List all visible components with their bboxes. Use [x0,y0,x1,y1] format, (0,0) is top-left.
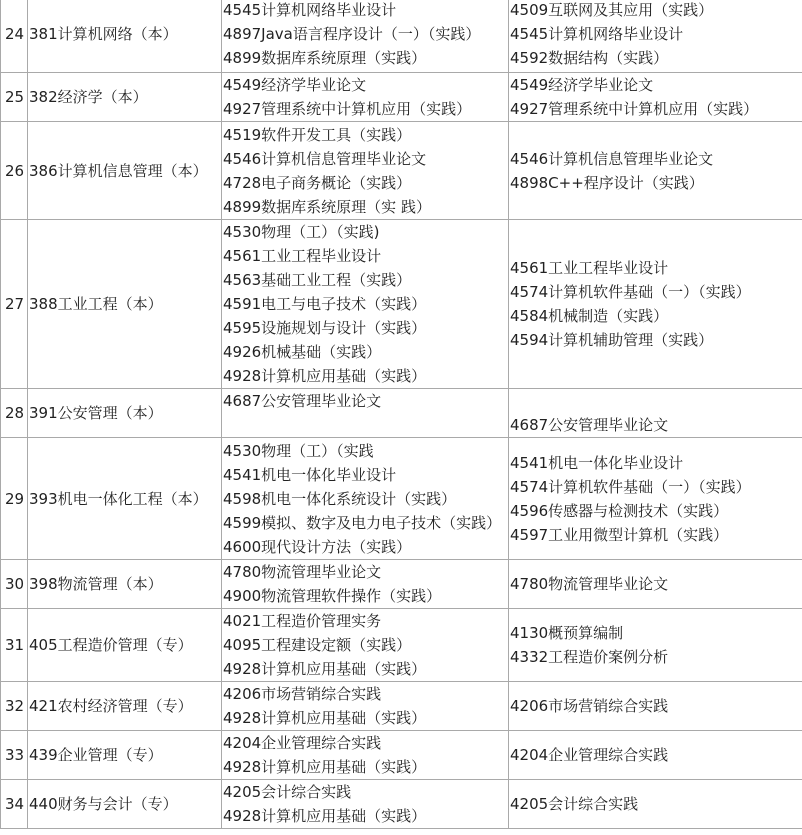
course-item: 4899数据库系统原理（实 践） [223,197,431,216]
practice-course-list [222,731,509,780]
course-item: 4928计算机应用基础（实践） [223,758,427,776]
course-item: 4530物理（工）（实践) [223,223,380,241]
table-row [1,73,802,122]
table-row [1,731,802,780]
graduation-course-list [509,122,802,220]
course-item: 4928计算机应用基础（实践） [223,807,427,825]
course-item: 4598机电一体化系统设计（实践） [223,489,457,508]
course-item: 4592数据结构（实践） [510,48,669,67]
course-item: 4509互联网及其应用（实践） [510,0,714,19]
row-number: 26 [1,122,28,220]
practice-course-list [222,220,509,389]
row-number: 30 [1,560,28,609]
course-item: 4898C++程序设计（实践） [510,173,704,192]
major-name: 405工程造价管理（专） [28,609,222,682]
course-item: 4928计算机应用基础（实践） [223,660,427,678]
course-item: 4687公安管理毕业论文 [223,392,382,410]
row-number: 25 [1,73,28,122]
row-number: 27 [1,220,28,389]
course-item: 4563基础工业工程（实践） [223,271,412,289]
practice-course-list [222,438,509,560]
row-number: 33 [1,731,28,780]
graduation-course-list [509,560,802,609]
course-item: 4549经济学毕业论文 [223,76,367,94]
course-item: 4780物流管理毕业论文 [510,575,669,593]
practice-course-list [222,560,509,609]
course-item: 4600现代设计方法（实践） [223,537,412,556]
course-item: 4728电子商务概论（实践） [223,173,412,192]
practice-course-list [222,122,509,220]
course-item: 4594计算机辅助管理（实践） [510,331,714,349]
graduation-course-list [509,780,802,829]
course-item: 4561工业工程毕业设计 [223,247,382,265]
major-name: 398物流管理（本） [28,560,222,609]
course-item: 4574计算机软件基础（一）（实践） [510,477,751,496]
course-item: 4095工程建设定额（实践） [223,636,412,654]
course-item: 4561工业工程毕业设计 [510,259,669,277]
table-row [1,560,802,609]
row-number: 29 [1,438,28,560]
course-item: 4595设施规划与设计（实践） [223,319,427,337]
practice-course-list [222,609,509,682]
major-name: 381计算机网络（本） [28,0,222,73]
row-number: 32 [1,682,28,731]
major-name: 440财务与会计（专） [28,780,222,829]
course-item: 4897Java语言程序设计（一）（实践） [223,24,481,43]
graduation-course-list [509,682,802,731]
graduation-course-list [509,220,802,389]
course-item: 4130概预算编制 [510,624,624,642]
course-item: 4332工程造价案例分析 [510,648,669,666]
row-number: 31 [1,609,28,682]
course-item: 4591电工与电子技术（实践） [223,295,427,313]
table-row [1,780,802,829]
table-row [1,122,802,220]
graduation-course-list [509,609,802,682]
table-row [1,609,802,682]
graduation-course-list [509,73,802,122]
course-item: 4530物理（工）（实践 [223,441,374,460]
course-item: 4574计算机软件基础（一）（实践） [510,283,751,301]
course-item: 4780物流管理毕业论文 [223,563,382,581]
table-row [1,682,802,731]
course-item: 4206市场营销综合实践 [510,697,669,715]
graduation-course-list [509,731,802,780]
course-item: 4546计算机信息管理毕业论文 [223,149,427,168]
graduation-course-list [509,0,802,73]
course-item: 4599模拟、数字及电力电子技术（实践） [223,513,502,532]
major-name: 382经济学（本） [28,73,222,122]
course-item: 4899数据库系统原理（实践） [223,48,427,67]
course-item: 4206市场营销综合实践 [223,685,382,703]
graduation-course-list [509,389,802,438]
course-item: 4541机电一体化毕业设计 [223,465,397,484]
course-item: 4519软件开发工具（实践） [223,125,412,144]
course-item: 4928计算机应用基础（实践） [223,367,427,385]
major-name: 439企业管理（专） [28,731,222,780]
table-row [1,438,802,560]
practice-course-list [222,682,509,731]
graduation-course-list [509,438,802,560]
major-name: 391公安管理（本） [28,389,222,438]
course-item: 4546计算机信息管理毕业论文 [510,149,714,168]
major-name: 393机电一体化工程（本） [28,438,222,560]
course-item: 4204企业管理综合实践 [223,734,382,752]
row-number: 24 [1,0,28,73]
course-item: 4597工业用微型计算机（实践） [510,525,729,544]
major-name: 386计算机信息管理（本） [28,122,222,220]
course-item: 4927管理系统中计算机应用（实践） [510,100,759,118]
major-name: 388工业工程（本） [28,220,222,389]
course-item: 4584机械制造（实践） [510,307,669,325]
row-number: 28 [1,389,28,438]
practice-course-list [222,73,509,122]
course-item: 4205会计综合实践 [510,795,639,813]
course-item: 4687公安管理毕业论文 [510,416,669,434]
course-item: 4596传感器与检测技术（实践） [510,501,729,520]
course-item: 4205会计综合实践 [223,783,352,801]
major-name: 421农村经济管理（专） [28,682,222,731]
course-item: 4204企业管理综合实践 [510,746,669,764]
table-row [1,389,802,438]
course-item: 4928计算机应用基础（实践） [223,709,427,727]
course-item: 4541机电一体化毕业设计 [510,453,684,472]
practice-course-list [222,0,509,73]
table-row [1,220,802,389]
course-item: 4927管理系统中计算机应用（实践） [223,100,472,118]
course-item: 4549经济学毕业论文 [510,76,654,94]
table-row [1,0,802,73]
course-item: 4545计算机网络毕业设计 [223,0,397,19]
course-item: 4900物流管理软件操作（实践） [223,587,442,605]
row-number: 34 [1,780,28,829]
course-item: 4021工程造价管理实务 [223,612,382,630]
course-item: 4545计算机网络毕业设计 [510,24,684,43]
practice-course-list [222,780,509,829]
course-item: 4926机械基础（实践） [223,343,382,361]
practice-course-list [222,389,509,438]
table-body [1,0,802,829]
